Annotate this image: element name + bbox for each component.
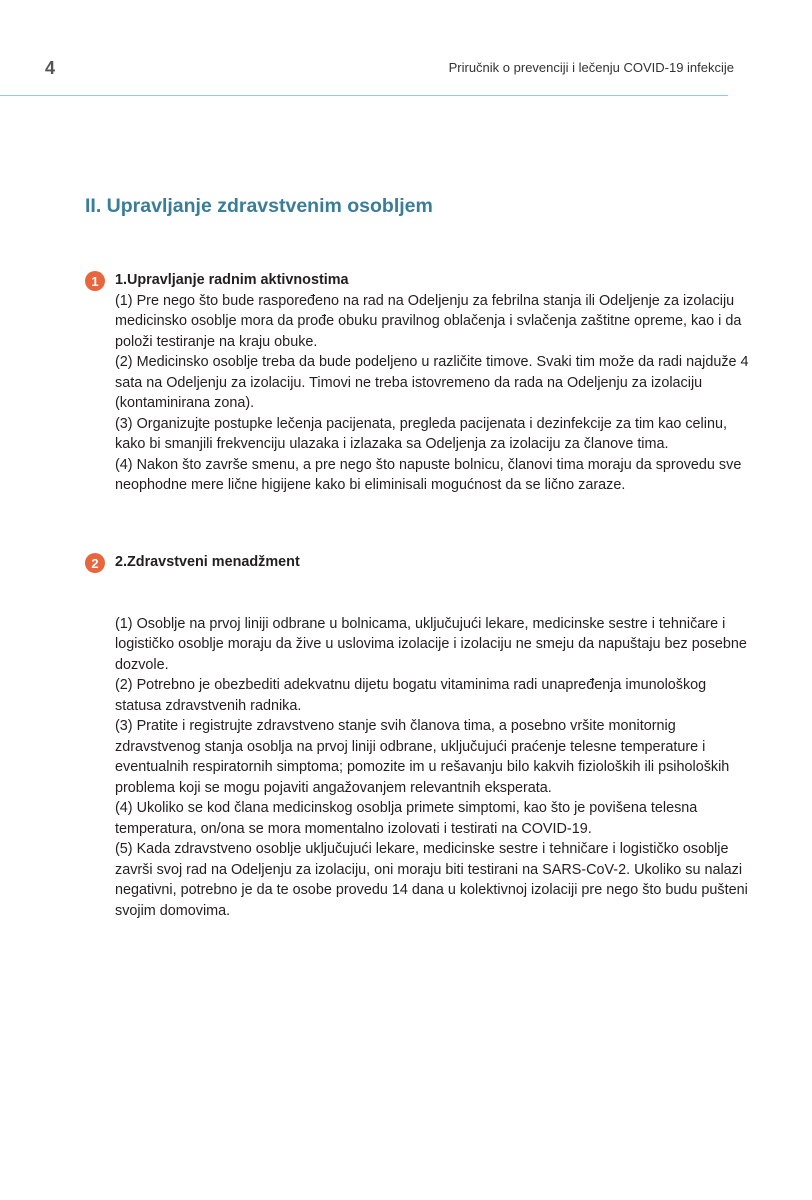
spacer bbox=[115, 593, 755, 614]
page-number: 4 bbox=[45, 58, 56, 78]
subsection-work-activities bbox=[91, 270, 755, 496]
paragraph: (1) Osoblje na prvoj liniji odbrane u bolnicama, uključujući lekare, medicinske sestre i tehničare i logističko osoblje moraju da žive u uslovima izolacije i izolaciju ne smeju da napuštaju bez posebne dozvole. bbox=[115, 615, 747, 673]
paragraph: (5) Kada zdravstveno osoblje uključujući lekare, medicinske sestre i tehničare i logističko osoblje završi svoj rad na Odeljenju za izolaciju, oni moraju biti testirani na SARS-CoV-2. Ukoliko su nalazi negativni, potrebno je da te osobe provedu 14 dana u kolektivnoj izolaciji pre nego što budu pušteni svojim domovima. bbox=[115, 841, 748, 919]
paragraph: (4) Ukoliko se kod člana medicinskog osoblja primete simptomi, kao što je povišena telesna temperatura, on/ona se mora momentalno izolovati i testirati na COVID-19. bbox=[115, 800, 698, 837]
number-badge-1: 1 bbox=[85, 271, 105, 291]
paragraph: (3) Organizujte postupke lečenja pacijenata, pregleda pacijenata i dezinfekcije za tim kao celinu, kako bi smanjili frekvenciju ulazaka i izlazaka sa Odeljenja za izolaciju za članove tima. bbox=[115, 415, 727, 452]
header-rule bbox=[0, 95, 728, 96]
section-title: II. Upravljanje zdravstvenim osobljem bbox=[85, 195, 433, 217]
running-header-title: Priručnik o prevenciji i lečenju COVID-19 infekcije bbox=[448, 60, 734, 75]
number-badge-2: 2 bbox=[85, 553, 105, 573]
subsection-health-management bbox=[91, 552, 755, 921]
paragraph: (1) Pre nego što bude raspoređeno na rad na Odeljenju za febrilna stanja ili Odeljenje za izolaciju medicinsko osoblje mora da prođe obuku pravilnog oblačenja i svlačenja zaštitne opreme, kao i da položi testiranje na kraju obuke. bbox=[115, 292, 742, 350]
subsection-heading: 2.Zdravstveni menadžment bbox=[115, 554, 300, 570]
paragraph: (4) Nakon što završe smenu, a pre nego što napuste bolnicu, članovi tima moraju da sprovedu sve neophodne mere lične higijene kako bi eliminisali mogućnost da se lično zaraze. bbox=[115, 456, 742, 493]
spacer bbox=[115, 573, 755, 594]
paragraph: (2) Potrebno je obezbediti adekvatnu dijetu bogatu vitaminima radi unapređenja imunološkog statusa zdravstvenih radnika. bbox=[115, 677, 707, 714]
paragraph: (2) Medicinsko osoblje treba da bude podeljeno u različite timove. Svaki tim može da radi najduže 4 sata na Odeljenju za izolaciju. Timovi ne treba istovremeno da rada na Odeljenju za izolaciju (kontaminirana zona). bbox=[115, 354, 749, 411]
subsection-heading: 1.Upravljanje radnim aktivnostima bbox=[115, 272, 349, 288]
paragraph: (3) Pratite i registrujte zdravstveno stanje svih članova tima, a posebno vršite monitornig zdravstvenog stanja osoblja na prvoj liniji odbrane, uključujući praćenje telesne temperature i eventualnih respiratornih simptoma; pomozite im u rešavanju bilo kakvih fizioloških ili psiholoških problema koji se mogu pojaviti angažovanjem relevantnih eksperata. bbox=[115, 718, 730, 796]
